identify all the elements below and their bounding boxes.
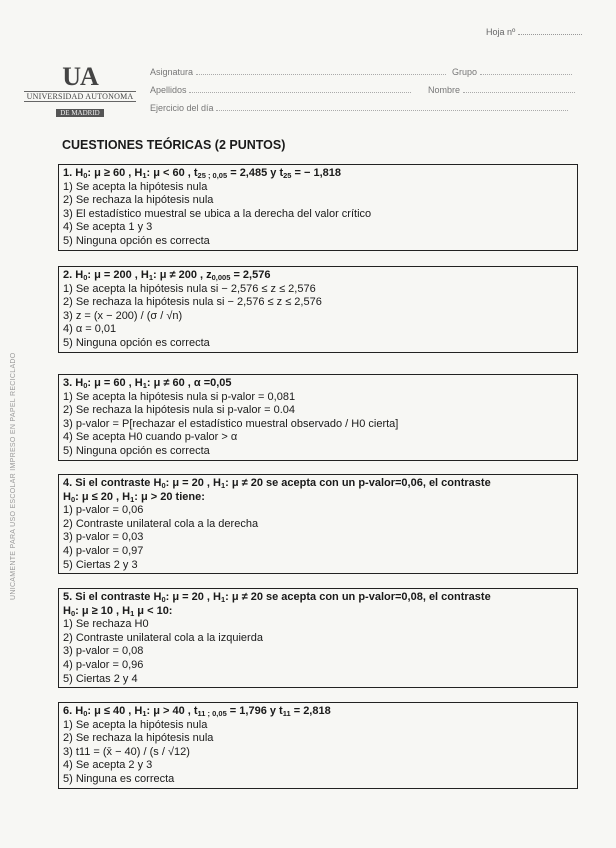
- ejercicio-fill[interactable]: [216, 102, 568, 111]
- nombre-fill[interactable]: [463, 84, 575, 93]
- option[interactable]: 2) Se rechaza la hipótesis nula: [63, 732, 214, 745]
- question-1-header: 1. $H_0$: μ ≥ 60 , $H_1$: μ < 60 , $t_{25 ; 0,05} = 2,485$ y $t_{25}$ = − 1,818: [63, 167, 342, 180]
- option[interactable]: 1) Se acepta la hipótesis nula si p-valor = 0,081: [63, 390, 296, 403]
- logo-mark: UA: [62, 62, 98, 91]
- option[interactable]: 5) Ninguna opción es correcta: [63, 336, 210, 349]
- option[interactable]: 5) Ninguna opción es correcta: [63, 234, 210, 247]
- option[interactable]: 4) Se acepta 2 y 3: [63, 759, 153, 772]
- option[interactable]: 2) Contraste unilateral cola a la izquierda: [63, 631, 263, 644]
- option[interactable]: 3) z = (x − 200) / (σ / √n): [63, 309, 183, 322]
- option[interactable]: 3) t11 = (x̄ − 40) / (s / √12): [63, 745, 190, 758]
- nombre-field[interactable]: [428, 84, 575, 95]
- sheet-number-fill[interactable]: [518, 26, 582, 35]
- question-3: [58, 374, 578, 461]
- apellidos-fill[interactable]: [189, 84, 411, 93]
- option[interactable]: 2) Se rechaza la hipótesis nula: [63, 194, 214, 207]
- ejercicio-field[interactable]: [150, 102, 568, 113]
- option[interactable]: 4) Se acepta 1 y 3: [63, 221, 153, 234]
- grupo-fill[interactable]: [480, 66, 572, 75]
- question-2-header: 2. $H_0$: μ = 200 , $H_1$: μ ≠ 200 , $z_{0,005} = 2,576$: [63, 269, 271, 282]
- option[interactable]: 4) Se acepta H0 cuando p-valor > α: [63, 431, 238, 444]
- option[interactable]: 1) Se acepta la hipótesis nula: [63, 718, 208, 731]
- option[interactable]: 2) Se rechaza la hipótesis nula si − 2,576 ≤ z ≤ 2,576: [63, 296, 322, 309]
- option[interactable]: 1) Se acepta la hipótesis nula si − 2,576 ≤ z ≤ 2,576: [63, 282, 316, 295]
- option[interactable]: 3) p-valor = 0,08: [63, 645, 144, 658]
- university-logo: [24, 64, 136, 120]
- apellidos-field[interactable]: [150, 84, 411, 95]
- option[interactable]: 5) Ninguna es correcta: [63, 772, 175, 785]
- option[interactable]: 4) α = 0,01: [63, 323, 117, 336]
- asignatura-field[interactable]: [150, 66, 446, 77]
- margin-note: UNICAMENTE PARA USO ESCOLAR IMPRESO EN PAPEL RECICLADO: [10, 352, 17, 600]
- question-6: [58, 702, 578, 789]
- option[interactable]: 3) El estadístico muestral se ubica a la derecha del valor crítico: [63, 207, 372, 220]
- logo-name: UNIVERSIDAD AUTONOMA: [24, 91, 136, 102]
- question-1: [58, 164, 578, 251]
- question-3-header: 3. $H_0$: μ = 60 , $H_1$: μ ≠ 60 , α =0,05: [63, 377, 232, 390]
- ejercicio-label: Ejercicio del día: [150, 103, 214, 113]
- question-4-header: 4. Si el contraste $H_0$: μ = 20 , $H_1$: μ ≠ 20 se acepta con un p-valor=0,06, el contraste: [63, 477, 491, 490]
- option[interactable]: 2) Contraste unilateral cola a la derecha: [63, 517, 259, 530]
- question-4-header-cont: $H_0$: μ ≤ 20 , $H_1$: μ > 20 tiene:: [63, 490, 205, 504]
- option[interactable]: 1) Se rechaza H0: [63, 618, 149, 631]
- option[interactable]: 5) Ciertas 2 y 3: [63, 558, 138, 571]
- option[interactable]: 5) Ninguna opción es correcta: [63, 444, 210, 457]
- option[interactable]: 1) p-valor = 0,06: [63, 504, 144, 517]
- option[interactable]: 2) Se rechaza la hipótesis nula si p-valor = 0.04: [63, 404, 296, 417]
- question-5-header: 5. Si el contraste $H_0$: μ = 20 , $H_1$: μ ≠ 20 se acepta con un p-valor=0,08, el contraste: [63, 591, 491, 604]
- option[interactable]: 4) p-valor = 0,96: [63, 658, 144, 671]
- nombre-label: Nombre: [428, 85, 461, 95]
- apellidos-label: Apellidos: [150, 85, 187, 95]
- question-2: [58, 266, 578, 353]
- asignatura-label: Asignatura: [150, 67, 194, 77]
- option[interactable]: 3) p-valor = 0,03: [63, 531, 144, 544]
- grupo-field[interactable]: [452, 66, 572, 77]
- asignatura-fill[interactable]: [196, 66, 446, 75]
- question-5-header-cont: $H_0$: μ ≥ 10 , $H_1$ μ < 10:: [63, 604, 173, 618]
- logo-city: DE MADRID: [56, 109, 103, 117]
- sheet-number-label: Hoja nº: [486, 27, 516, 37]
- question-4: [58, 474, 578, 574]
- section-title: CUESTIONES TEÓRICAS (2 PUNTOS): [62, 138, 286, 152]
- question-5: [58, 588, 578, 688]
- grupo-label: Grupo: [452, 67, 478, 77]
- question-6-header: 6. $H_0$: μ ≤ 40 , $H_1$: μ > 40 , $t_{11 ; 0,05} = 1,796$ y $t_{11} = 2,818$: [63, 705, 331, 718]
- option[interactable]: 1) Se acepta la hipótesis nula: [63, 180, 208, 193]
- sheet-number-field[interactable]: [486, 26, 582, 37]
- option[interactable]: 3) p-valor = P[rechazar el estadístico muestral observado / H0 cierta]: [63, 417, 399, 430]
- option[interactable]: 4) p-valor = 0,97: [63, 544, 144, 557]
- option[interactable]: 5) Ciertas 2 y 4: [63, 672, 138, 685]
